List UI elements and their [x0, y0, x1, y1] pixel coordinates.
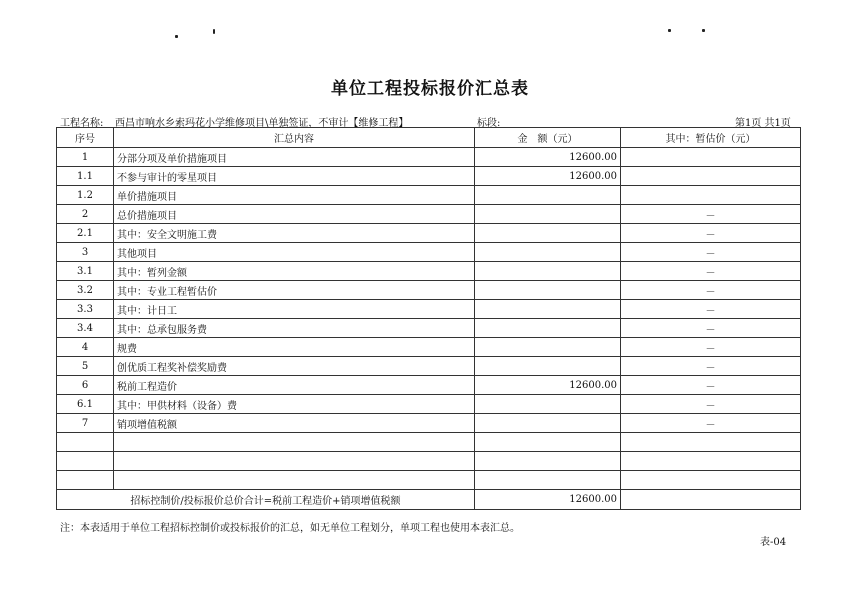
- section-label: 标段:: [477, 118, 501, 129]
- table-row: [57, 148, 801, 167]
- row-content: 其中：安全文明施工费: [114, 224, 475, 243]
- row-amount: 12600.00: [475, 376, 621, 395]
- row-amount: 12600.00: [475, 148, 621, 167]
- row-number: 6: [57, 376, 114, 395]
- row-number: 4: [57, 338, 114, 357]
- row-number: 1.1: [57, 167, 114, 186]
- table-header-row: [57, 128, 801, 148]
- row-provisional: [621, 471, 801, 490]
- row-number: 2: [57, 205, 114, 224]
- row-content: 其他项目: [114, 243, 475, 262]
- row-content: 总价措施项目: [114, 205, 475, 224]
- page-info: 第1页 共1页: [735, 118, 791, 129]
- row-provisional: －: [621, 338, 801, 357]
- row-provisional: －: [621, 395, 801, 414]
- row-provisional: －: [621, 243, 801, 262]
- row-provisional: －: [621, 205, 801, 224]
- row-number: 3.3: [57, 300, 114, 319]
- row-amount: [475, 319, 621, 338]
- scan-speck: [175, 35, 178, 38]
- page-title: 单位工程投标报价汇总表: [331, 79, 529, 99]
- row-amount: [475, 357, 621, 376]
- table-row: [57, 471, 801, 490]
- table-row: [57, 395, 801, 414]
- form-number: 表-04: [760, 537, 787, 548]
- row-content: 销项增值税额: [114, 414, 475, 433]
- table-row: [57, 433, 801, 452]
- row-content: 其中：计日工: [114, 300, 475, 319]
- row-content: 规费: [114, 338, 475, 357]
- row-content: [114, 433, 475, 452]
- column-header-provisional: 其中：暂估价（元）: [621, 128, 801, 148]
- table-row: [57, 167, 801, 186]
- row-amount: [475, 395, 621, 414]
- table-row: [57, 243, 801, 262]
- row-number: 3.4: [57, 319, 114, 338]
- scan-speck: [213, 29, 215, 34]
- row-amount: [475, 243, 621, 262]
- project-name: 西昌市响水乡索玛花小学维修项目\单独签证，不审计【维修工程】: [115, 118, 409, 129]
- scan-speck: [702, 29, 705, 32]
- column-header-content: 汇总内容: [114, 128, 475, 148]
- table-row: [57, 452, 801, 471]
- row-amount: [475, 186, 621, 205]
- row-number: [57, 452, 114, 471]
- row-content: 分部分项及单价措施项目: [114, 148, 475, 167]
- table-row: [57, 300, 801, 319]
- row-number: 6.1: [57, 395, 114, 414]
- row-amount: [475, 471, 621, 490]
- row-amount: [475, 338, 621, 357]
- row-content: 创优质工程奖补偿奖励费: [114, 357, 475, 376]
- total-label: 招标控制价/投标报价总价合计=税前工程造价+销项增值税额: [57, 490, 475, 510]
- table-row: [57, 262, 801, 281]
- total-provisional: [621, 490, 801, 510]
- row-number: [57, 471, 114, 490]
- row-provisional: [621, 186, 801, 205]
- total-amount: 12600.00: [475, 490, 621, 510]
- row-number: 1: [57, 148, 114, 167]
- row-content: 其中：甲供材料（设备）费: [114, 395, 475, 414]
- row-amount: 12600.00: [475, 167, 621, 186]
- row-amount: [475, 414, 621, 433]
- row-content: 其中：总承包服务费: [114, 319, 475, 338]
- project-label: 工程名称:: [60, 118, 104, 129]
- table-row: [57, 414, 801, 433]
- row-content: 不参与审计的零星项目: [114, 167, 475, 186]
- row-provisional: －: [621, 224, 801, 243]
- row-provisional: [621, 167, 801, 186]
- row-provisional: －: [621, 357, 801, 376]
- row-provisional: －: [621, 281, 801, 300]
- row-provisional: －: [621, 376, 801, 395]
- row-provisional: －: [621, 319, 801, 338]
- row-number: 5: [57, 357, 114, 376]
- row-provisional: [621, 433, 801, 452]
- row-content: 单价措施项目: [114, 186, 475, 205]
- row-content: 其中：专业工程暂估价: [114, 281, 475, 300]
- table-row: [57, 224, 801, 243]
- row-content: 其中：暂列金额: [114, 262, 475, 281]
- row-provisional: －: [621, 414, 801, 433]
- footnote: 注：本表适用于单位工程招标控制价或投标报价的汇总，如无单位工程划分，单项工程也使用本表汇总。: [60, 523, 520, 534]
- row-amount: [475, 205, 621, 224]
- row-amount: [475, 262, 621, 281]
- row-number: 3: [57, 243, 114, 262]
- row-number: [57, 433, 114, 452]
- table-row: [57, 281, 801, 300]
- row-content: [114, 471, 475, 490]
- row-number: 2.1: [57, 224, 114, 243]
- row-amount: [475, 300, 621, 319]
- row-provisional: [621, 452, 801, 471]
- scan-speck: [668, 29, 671, 32]
- table-row: [57, 357, 801, 376]
- row-number: 7: [57, 414, 114, 433]
- column-header-no: 序号: [57, 128, 114, 148]
- row-provisional: [621, 148, 801, 167]
- total-row: [57, 490, 801, 510]
- row-provisional: －: [621, 262, 801, 281]
- row-number: 3.2: [57, 281, 114, 300]
- summary-table: [56, 127, 801, 510]
- table-row: [57, 205, 801, 224]
- row-number: 3.1: [57, 262, 114, 281]
- row-provisional: －: [621, 300, 801, 319]
- column-header-amount: 金 额（元）: [475, 128, 621, 148]
- table-row: [57, 319, 801, 338]
- table-row: [57, 338, 801, 357]
- row-content: [114, 452, 475, 471]
- row-amount: [475, 224, 621, 243]
- row-number: 1.2: [57, 186, 114, 205]
- table-row: [57, 186, 801, 205]
- row-content: 税前工程造价: [114, 376, 475, 395]
- table-row: [57, 376, 801, 395]
- row-amount: [475, 281, 621, 300]
- row-amount: [475, 433, 621, 452]
- row-amount: [475, 452, 621, 471]
